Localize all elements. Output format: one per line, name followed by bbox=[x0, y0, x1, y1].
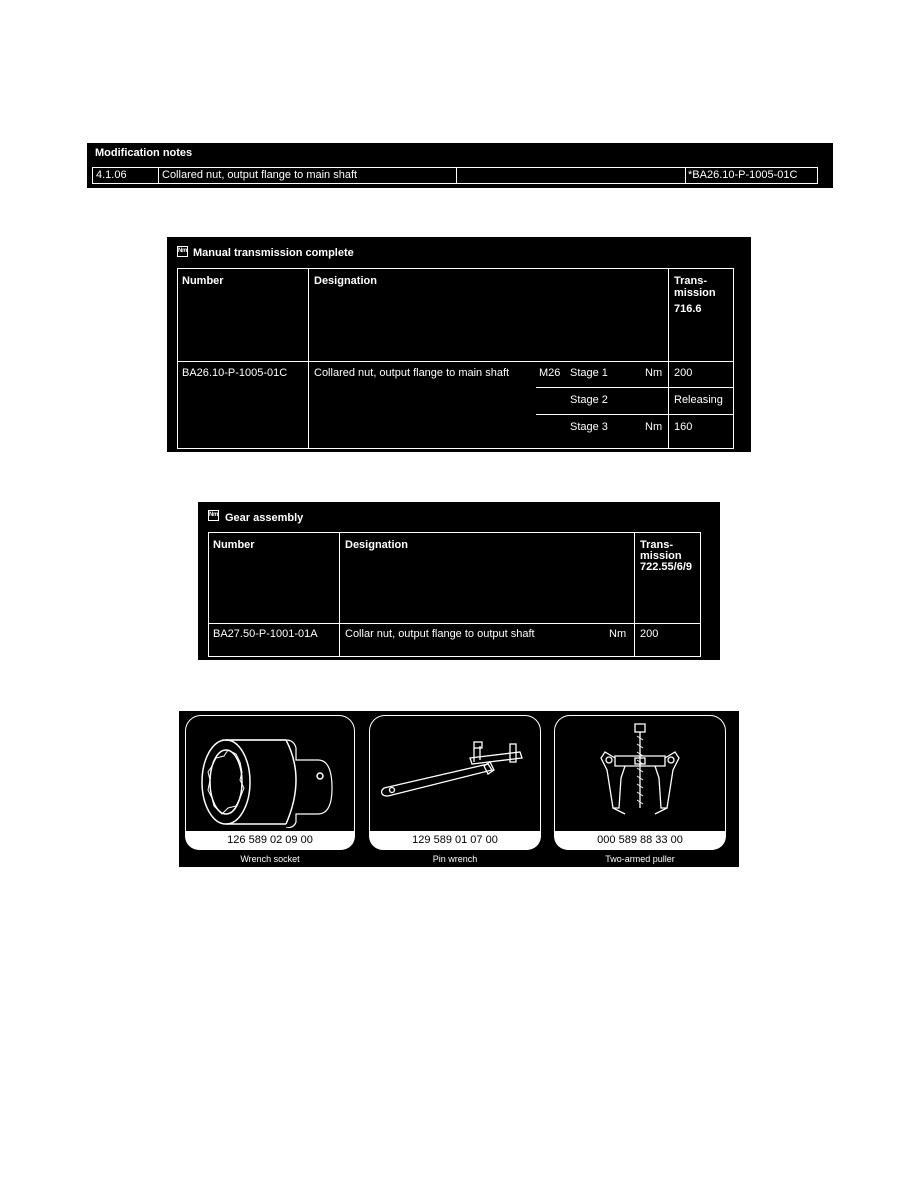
table-title: Manual transmission complete bbox=[193, 247, 354, 259]
column-header-transmission-2: mission bbox=[640, 550, 682, 562]
stage-value: 200 bbox=[674, 367, 693, 379]
column-header-designation: Designation bbox=[345, 539, 408, 551]
tool-card-two-armed-puller bbox=[554, 715, 726, 850]
torque-value: 200 bbox=[640, 628, 659, 640]
part-number: BA26.10-P-1005-01C bbox=[182, 367, 288, 379]
transmission-model: 716.6 bbox=[674, 303, 702, 315]
torque-unit: Nm bbox=[609, 628, 627, 640]
table-title: Gear assembly bbox=[225, 512, 304, 524]
designation: Collar nut, output flange to output shaft bbox=[345, 628, 535, 640]
tool-part-number: 000 589 88 33 00 bbox=[554, 831, 726, 850]
column-header-number: Number bbox=[182, 275, 224, 287]
tool-card-pin-wrench bbox=[369, 715, 541, 850]
column-header-transmission: Trans- bbox=[640, 539, 674, 551]
part-number: BA27.50-P-1001-01A bbox=[213, 628, 318, 640]
column-header-designation: Designation bbox=[314, 275, 377, 287]
tool-name: Two-armed puller bbox=[605, 854, 675, 864]
stage-label: Stage 2 bbox=[570, 394, 608, 406]
tool-name: Wrench socket bbox=[240, 854, 300, 864]
manual-transmission-table bbox=[167, 237, 751, 452]
modification-text: Collared nut, output flange to main shaft bbox=[162, 169, 358, 181]
stage-unit: Nm bbox=[645, 367, 663, 379]
tool-name: Pin wrench bbox=[432, 854, 478, 864]
modification-reference[interactable]: *BA26.10-P-1005-01C bbox=[688, 169, 798, 181]
thread-size: M26 bbox=[539, 367, 561, 379]
stage-value: 160 bbox=[674, 421, 693, 433]
modification-notes-panel bbox=[87, 143, 833, 188]
wrench-socket-icon bbox=[186, 718, 354, 828]
gear-assembly-table bbox=[198, 502, 720, 660]
tool-part-number: 129 589 01 07 00 bbox=[369, 831, 541, 850]
stage-label: Stage 1 bbox=[570, 367, 608, 379]
special-tools-panel bbox=[179, 711, 739, 867]
modification-notes-title: Modification notes bbox=[95, 147, 193, 159]
modification-code: 4.1.06 bbox=[96, 169, 127, 181]
column-header-transmission: Trans- bbox=[674, 275, 708, 287]
stage-label: Stage 3 bbox=[570, 421, 608, 433]
tool-part-number: 126 589 02 09 00 bbox=[185, 831, 355, 850]
nm-torque-icon: Nm bbox=[208, 510, 219, 521]
tool-card-wrench-socket bbox=[185, 715, 355, 850]
transmission-model: 722.55/6/9 bbox=[640, 561, 692, 573]
column-header-number: Number bbox=[213, 539, 255, 551]
pin-wrench-icon bbox=[370, 718, 540, 828]
column-header-transmission-2: mission bbox=[674, 287, 716, 299]
stage-unit: Nm bbox=[645, 421, 663, 433]
two-armed-puller-icon bbox=[555, 718, 725, 830]
designation: Collared nut, output flange to main shaft bbox=[314, 367, 510, 379]
stage-value: Releasing bbox=[674, 394, 723, 406]
nm-torque-icon: Nm bbox=[177, 246, 188, 257]
